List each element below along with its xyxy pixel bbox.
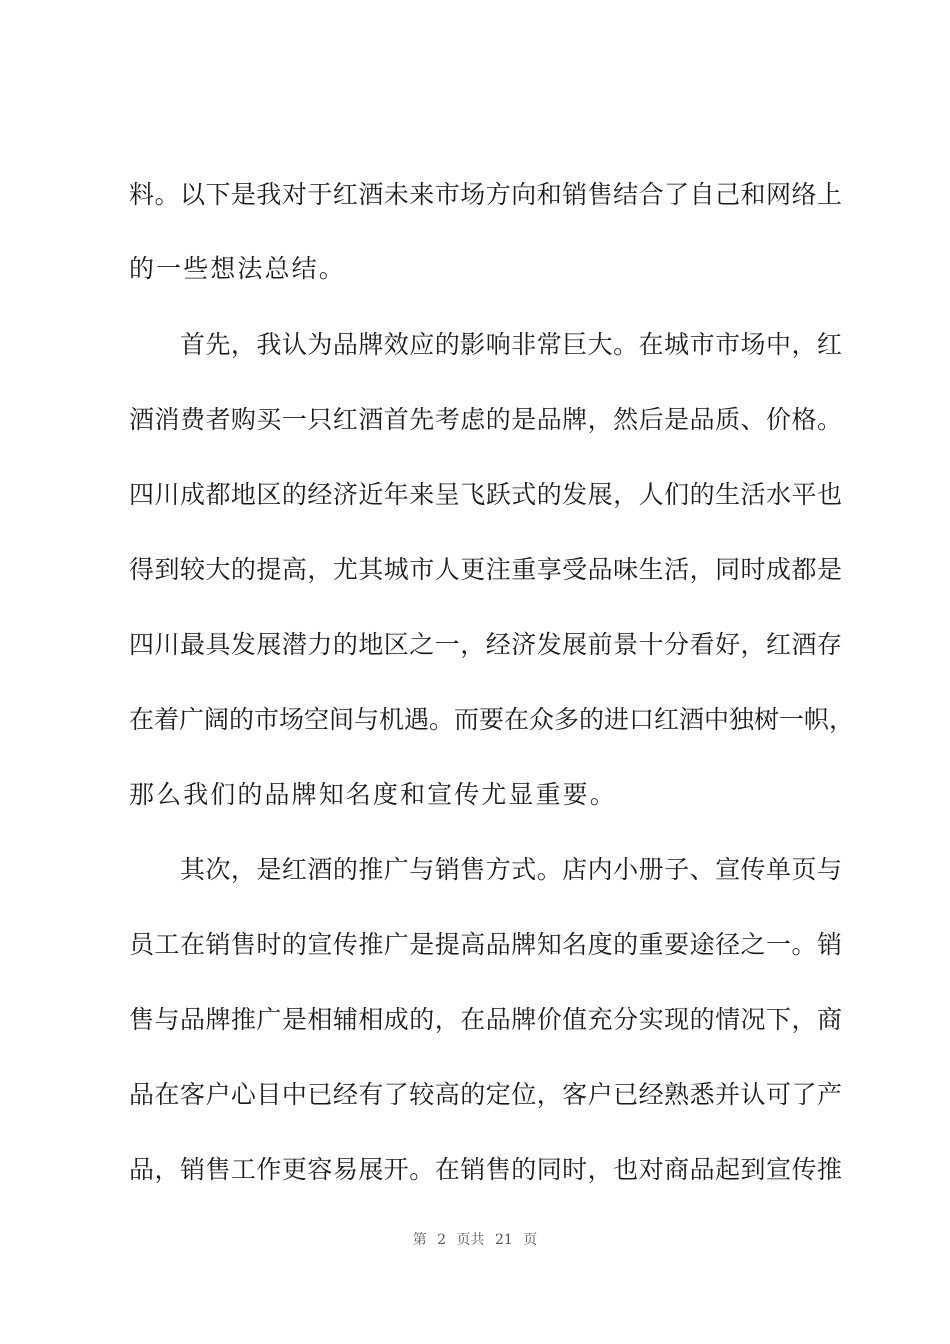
- paragraph-line: 员工在销售时的宣传推广是提高品牌知名度的重要途径之一。销: [129, 930, 842, 959]
- paragraph-line: 品，销售工作更容易展开。在销售的同时，也对商品起到宣传推: [129, 1155, 842, 1184]
- paragraph-line: 在着广阔的市场空间与机遇。而要在众多的进口红酒中独树一帜，: [129, 705, 855, 734]
- paragraph-line: 四川成都地区的经济近年来呈飞跃式的发展，人们的生活水平也: [129, 480, 842, 509]
- paragraph-line: 售与品牌推广是相辅相成的，在品牌价值充分实现的情况下，商: [129, 1005, 842, 1034]
- paragraph-line: 的一些想法总结。: [129, 254, 346, 283]
- paragraph-line: 那么我们的品牌知名度和宣传尤显重要。: [129, 780, 617, 809]
- paragraph-line: 其次，是红酒的推广与销售方式。店内小册子、宣传单页与: [129, 855, 842, 884]
- page-number-footer: 第 2 页共 21 页: [412, 1232, 538, 1248]
- paragraph-line: 品在客户心目中已经有了较高的定位，客户已经熟悉并认可了产: [129, 1080, 842, 1109]
- paragraph-line: 得到较大的提高，尤其城市人更注重享受品味生活，同时成都是: [129, 555, 842, 584]
- paragraph-line: 料。以下是我对于红酒未来市场方向和销售结合了自己和网络上: [129, 180, 842, 209]
- paragraph-line: 首先，我认为品牌效应的影响非常巨大。在城市市场中，红: [129, 330, 842, 359]
- paragraph-line: 酒消费者购买一只红酒首先考虑的是品牌，然后是品质、价格。: [129, 405, 842, 434]
- paragraph-line: 四川最具发展潜力的地区之一，经济发展前景十分看好，红酒存: [129, 630, 842, 659]
